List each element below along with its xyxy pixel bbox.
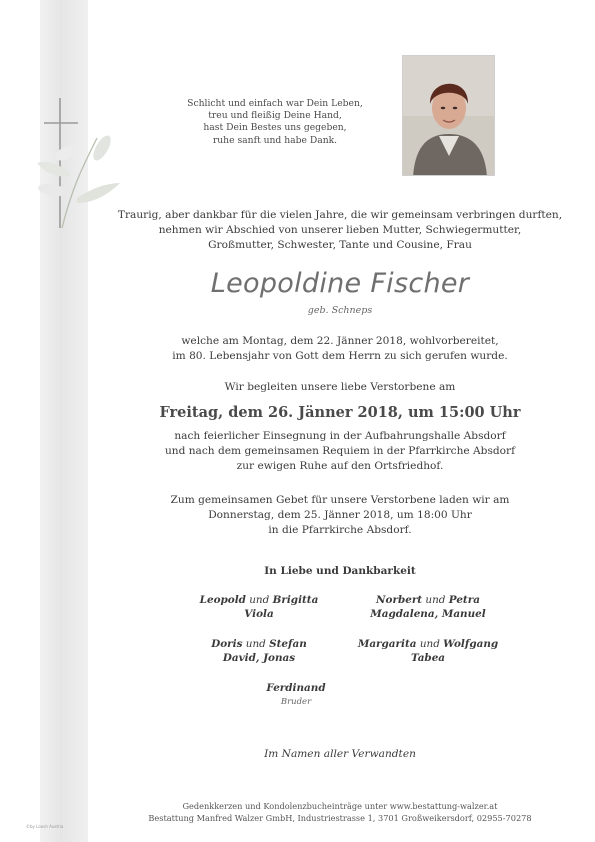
family-name: Petra bbox=[448, 594, 480, 606]
intro-line: nehmen wir Abschied von unserer lieben Mutter, Schwiegermutter, bbox=[158, 224, 522, 236]
image-credit: ©by Loosh Austria bbox=[26, 824, 64, 829]
family-children: Magdalena, Manuel bbox=[370, 608, 486, 620]
brother-entry bbox=[246, 681, 346, 709]
family-name: Margarita bbox=[357, 638, 417, 650]
deceased-name: Leopoldine Fischer bbox=[210, 268, 470, 299]
family-children: David, Jonas bbox=[222, 652, 296, 664]
birth-name: geb. Schneps bbox=[307, 305, 373, 316]
family-name: Leopold bbox=[199, 594, 246, 606]
conjunction: und bbox=[245, 638, 266, 650]
accompany-text: Wir begleiten unsere liebe Verstorbene am bbox=[224, 381, 456, 393]
footer-line: Gedenkkerzen und Kondolenzbucheinträge unter www.bestattung-walzer.at bbox=[182, 801, 498, 811]
brother-name: Ferdinand bbox=[266, 682, 326, 694]
family-children: Viola bbox=[244, 608, 274, 620]
intro-text bbox=[100, 208, 580, 253]
prayer-line: Donnerstag, dem 25. Jänner 2018, um 18:00 Uhr bbox=[208, 509, 472, 521]
prayer-line: in die Pfarrkirche Absdorf. bbox=[268, 524, 412, 536]
portrait-photo bbox=[402, 55, 495, 176]
conjunction: und bbox=[419, 638, 440, 650]
love-heading: In Liebe und Dankbarkeit bbox=[264, 565, 416, 577]
family-name: Stefan bbox=[269, 638, 307, 650]
footer-line: Bestattung Manfred Walzer GmbH, Industriestrasse 1, 3701 Großweikersdorf, 02955-70278 bbox=[148, 813, 532, 823]
conjunction: und bbox=[425, 594, 446, 606]
death-notice bbox=[100, 334, 580, 364]
closing-signature: Im Namen aller Verwandten bbox=[264, 748, 416, 760]
brother-relation: Bruder bbox=[280, 697, 312, 707]
funeral-datetime: Freitag, dem 26. Jänner 2018, um 15:00 Uhr bbox=[159, 404, 521, 421]
family-name: Wolfgang bbox=[443, 638, 499, 650]
footer bbox=[100, 800, 580, 824]
poem-line: ruhe sanft und habe Dank. bbox=[212, 134, 338, 146]
death-notice-line: im 80. Lebensjahr von Gott dem Herrn zu sich gerufen wurde. bbox=[172, 350, 508, 362]
family-entry bbox=[328, 637, 528, 665]
family-children: Tabea bbox=[410, 652, 446, 664]
ceremony-line: nach feierlicher Einsegnung in der Aufbahrungshalle Absdorf bbox=[174, 430, 506, 442]
death-notice-line: welche am Montag, dem 22. Jänner 2018, wohlvorbereitet, bbox=[181, 335, 499, 347]
prayer-invitation bbox=[100, 493, 580, 538]
intro-line: Traurig, aber dankbar für die vielen Jahre, die wir gemeinsam verbringen durften, bbox=[117, 209, 563, 221]
family-name: Brigitta bbox=[272, 594, 319, 606]
ceremony-line: zur ewigen Ruhe auf den Ortsfriedhof. bbox=[236, 460, 444, 472]
ceremony-line: und nach dem gemeinsamen Requiem in der Pfarrkirche Absdorf bbox=[164, 445, 516, 457]
intro-line: Großmutter, Schwester, Tante und Cousine, Frau bbox=[208, 239, 472, 251]
family-name: Doris bbox=[211, 638, 243, 650]
poem bbox=[175, 98, 375, 147]
family-name: Norbert bbox=[376, 594, 423, 606]
ceremony-text bbox=[100, 429, 580, 474]
conjunction: und bbox=[249, 594, 270, 606]
family-entry bbox=[328, 593, 528, 621]
poem-line: treu und fleißig Deine Hand, bbox=[208, 110, 342, 122]
poem-line: hast Dein Bestes uns gegeben, bbox=[203, 122, 347, 134]
poem-line: Schlicht und einfach war Dein Leben, bbox=[187, 98, 363, 109]
prayer-line: Zum gemeinsamen Gebet für unsere Verstorbene laden wir am bbox=[170, 494, 510, 506]
